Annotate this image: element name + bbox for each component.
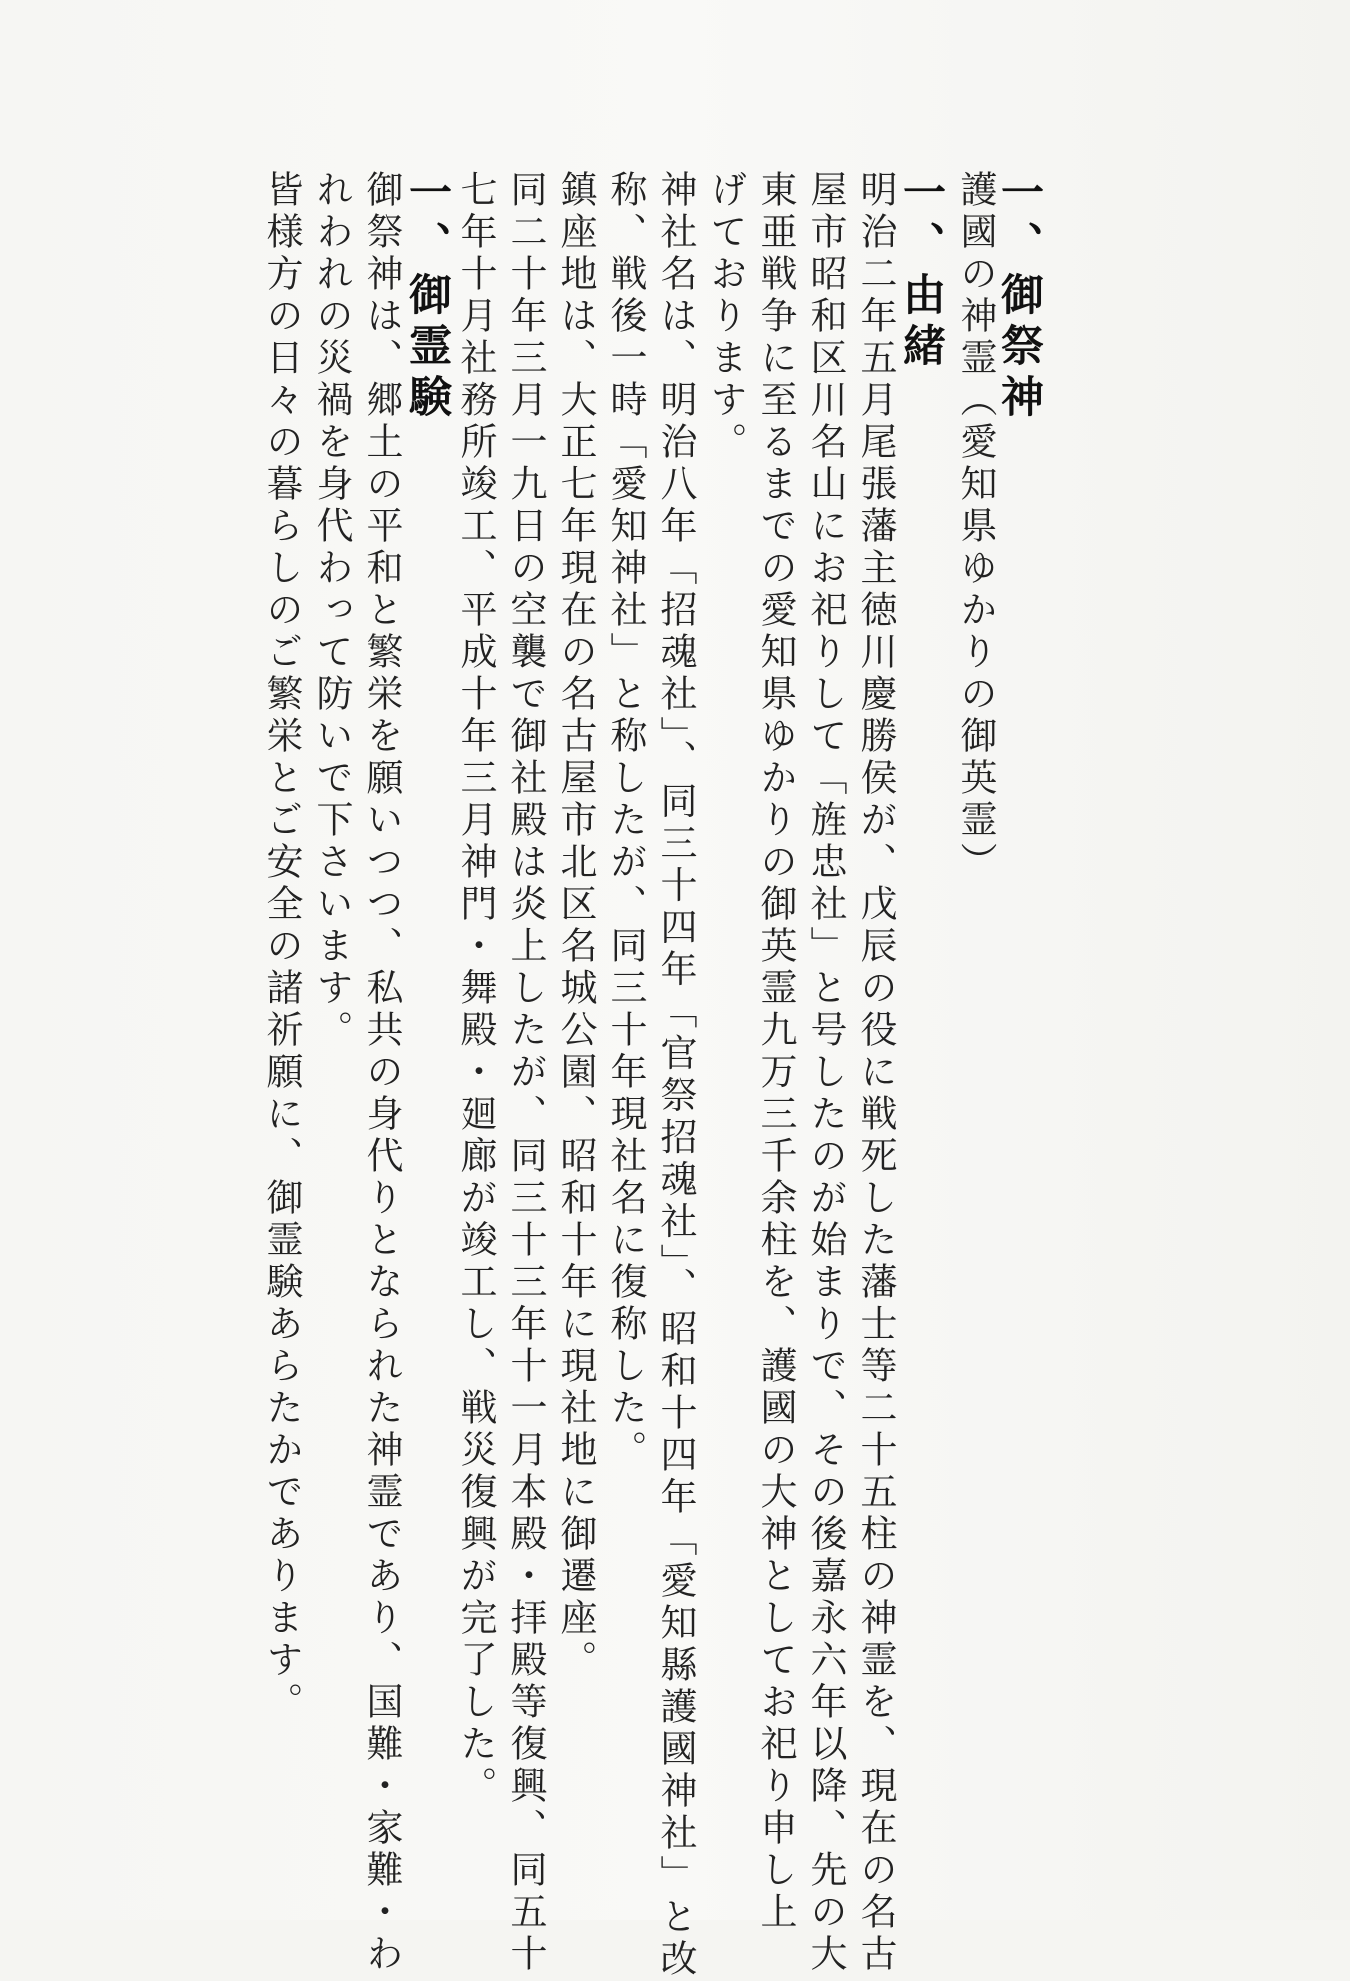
history-line: 鎮座地は、大正七年現在の名古屋市北区名城公園、昭和十年に現社地に御遷座。 (554, 170, 597, 1682)
history-line: 七年十月社務所竣工、平成十年三月神門・舞殿・廻廊が竣工し、戦災復興が完了した。 (454, 170, 497, 1808)
heading-history: 一、由緒 (896, 170, 946, 374)
heading-deity: 一、御祭神 (994, 170, 1044, 425)
deity-description: 護國の神霊（愛知県ゆかりの御英霊） (954, 170, 997, 884)
history-line: 屋市昭和区川名山にお祀りして「旌忠社」と号したのが始まりで、その後嘉永六年以降、先の大 (804, 170, 847, 1976)
virtue-line: 御祭神は、郷土の平和と繁栄を願いつつ、私共の身代りとなられた神霊であり、国難・家難・わ (360, 170, 403, 1976)
history-line: 同二十年三月一九日の空襲で御社殿は炎上したが、同三十三年十一月本殿・拝殿等復興、同五十 (504, 170, 547, 1976)
history-line: 明治二年五月尾張藩主徳川慶勝侯が、戊辰の役に戦死した藩士等二十五柱の神霊を、現在の名古 (854, 170, 897, 1976)
virtue-line: 皆様方の日々の暮らしのご繁栄とご安全の諸祈願に、御霊験あらたかであります。 (260, 170, 303, 1724)
history-line: 東亜戦争に至るまでの愛知県ゆかりの御英霊九万三千余柱を、護國の大神としてお祀り申し上 (754, 170, 797, 1934)
heading-virtue: 一、御霊験 (402, 170, 452, 425)
history-line: げております。 (704, 170, 747, 464)
history-line: 称、戦後一時「愛知神社」と称したが、同三十年現社名に復称した。 (604, 170, 647, 1472)
history-line: 神社名は、明治八年「招魂社」、同三十四年「官祭招魂社」、昭和十四年「愛知縣護國神社」と改 (654, 170, 697, 1981)
virtue-line: れわれの災禍を身代わって防いで下さいます。 (310, 170, 353, 1052)
